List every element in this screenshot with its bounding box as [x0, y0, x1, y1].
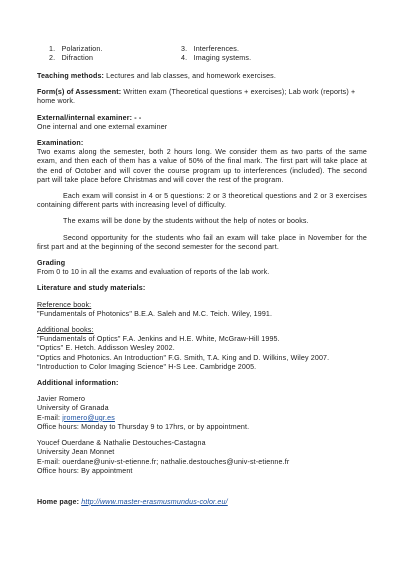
topic-item: 4. Imaging systems. — [181, 54, 252, 62]
contact-hours: Office hours: Monday to Thursday 9 to 17hrs, or by appointment. — [37, 422, 250, 431]
examination-paragraph: Two exams along the semester, both 2 hours long. We consider them as two parts of the same exam, and then each of them has a value of 50% of the final mark. The first part will take place at the end of October and will cover the course program up to interferences (included). The second part will take place before Christmas and will cover the rest of the program. — [37, 148, 367, 184]
literature-heading: Literature and study materials: — [37, 284, 146, 293]
book-item: "Introduction to Color Imaging Science" H-S Lee. Cambridge 2005. — [37, 362, 257, 371]
grading-heading: Grading — [37, 259, 66, 268]
contact-saint-etienne — [37, 439, 367, 476]
grading-text: From 0 to 10 in all the exams and evaluation of reports of the lab work. — [37, 268, 270, 277]
email-label: E-mail: — [37, 413, 63, 422]
homepage-line — [37, 498, 367, 507]
contact-granada — [37, 395, 367, 432]
contact-name: Youcef Ouerdane & Nathalie Destouches-Castagna — [37, 439, 206, 448]
examination-heading: Examination: — [37, 139, 84, 148]
assessment-heading: Form(s) of Assessment: — [37, 88, 122, 97]
reference-section — [37, 301, 367, 319]
teaching-methods-text: Lectures and lab classes, and homework exercises. — [104, 72, 276, 80]
grading-section — [37, 259, 367, 277]
additional-books-section — [37, 326, 367, 372]
contact-name: Javier Romero — [37, 395, 86, 404]
topic-item: 3. Interferences. — [181, 45, 240, 53]
topic-item: 2. Difraction — [49, 54, 94, 62]
contact-org: University of Granada — [37, 404, 109, 413]
additional-info-heading: Additional information: — [37, 379, 119, 388]
assessment-text: Written exam (Theoretical questions + exercises); Lab work (reports) + home work. — [37, 88, 356, 106]
examiner-text: One internal and one external examiner — [37, 122, 168, 131]
book-item: "Optics and Photonics. An Introduction" F.G. Smith, T.A. King and D. Wilkins, Wiley 2007. — [37, 353, 330, 362]
topic-list — [49, 45, 367, 65]
teaching-methods — [37, 72, 367, 81]
examination-section — [37, 139, 367, 252]
assessment — [37, 88, 367, 106]
homepage-link[interactable]: http://www.master-erasmusmundus-color.eu/ — [81, 497, 228, 506]
book-item: "Fundamentals of Optics" F.A. Jenkins and H.E. White, McGraw-Hill 1995. — [37, 335, 280, 344]
reference-heading: Reference book: — [37, 300, 92, 309]
examination-paragraph: Second opportunity for the students who fail an exam will take place in November for the first part and at the beginning of the second semester for the second part. — [37, 233, 367, 251]
additional-books-heading: Additional books: — [37, 326, 94, 335]
book-item: "Optics" E. Hetch. Addisson Wesley 2002. — [37, 344, 175, 353]
reference-text: "Fundamentals of Photonics" B.E.A. Saleh and M.C. Teich. Wiley, 1991. — [37, 309, 273, 318]
examination-paragraph: Each exam will consist in 4 or 5 questions: 2 or 3 theoretical questions and 2 or 3 exercises containing different parts with increasing level of difficulty. — [37, 192, 367, 210]
email-link[interactable]: jromero@ugr.es — [62, 413, 115, 422]
contact-org: University Jean Monnet — [37, 448, 115, 457]
contact-email-line: E-mail: ouerdane@univ-st-etienne.fr; nathalie.destouches@univ-st-etienne.fr — [37, 457, 290, 466]
topic-item: 1. Polarization. — [49, 45, 103, 53]
examiner-section — [37, 114, 367, 132]
contact-email-line — [37, 414, 367, 423]
contact-hours: Office hours: By appointment — [37, 466, 133, 475]
document-content — [37, 45, 367, 507]
homepage-label: Home page: — [37, 497, 80, 506]
examination-paragraph: The exams will be done by the students without the help of notes or books. — [63, 217, 309, 226]
examiner-heading: External/internal examiner: - - — [37, 113, 142, 122]
teaching-methods-heading: Teaching methods: — [37, 72, 105, 80]
